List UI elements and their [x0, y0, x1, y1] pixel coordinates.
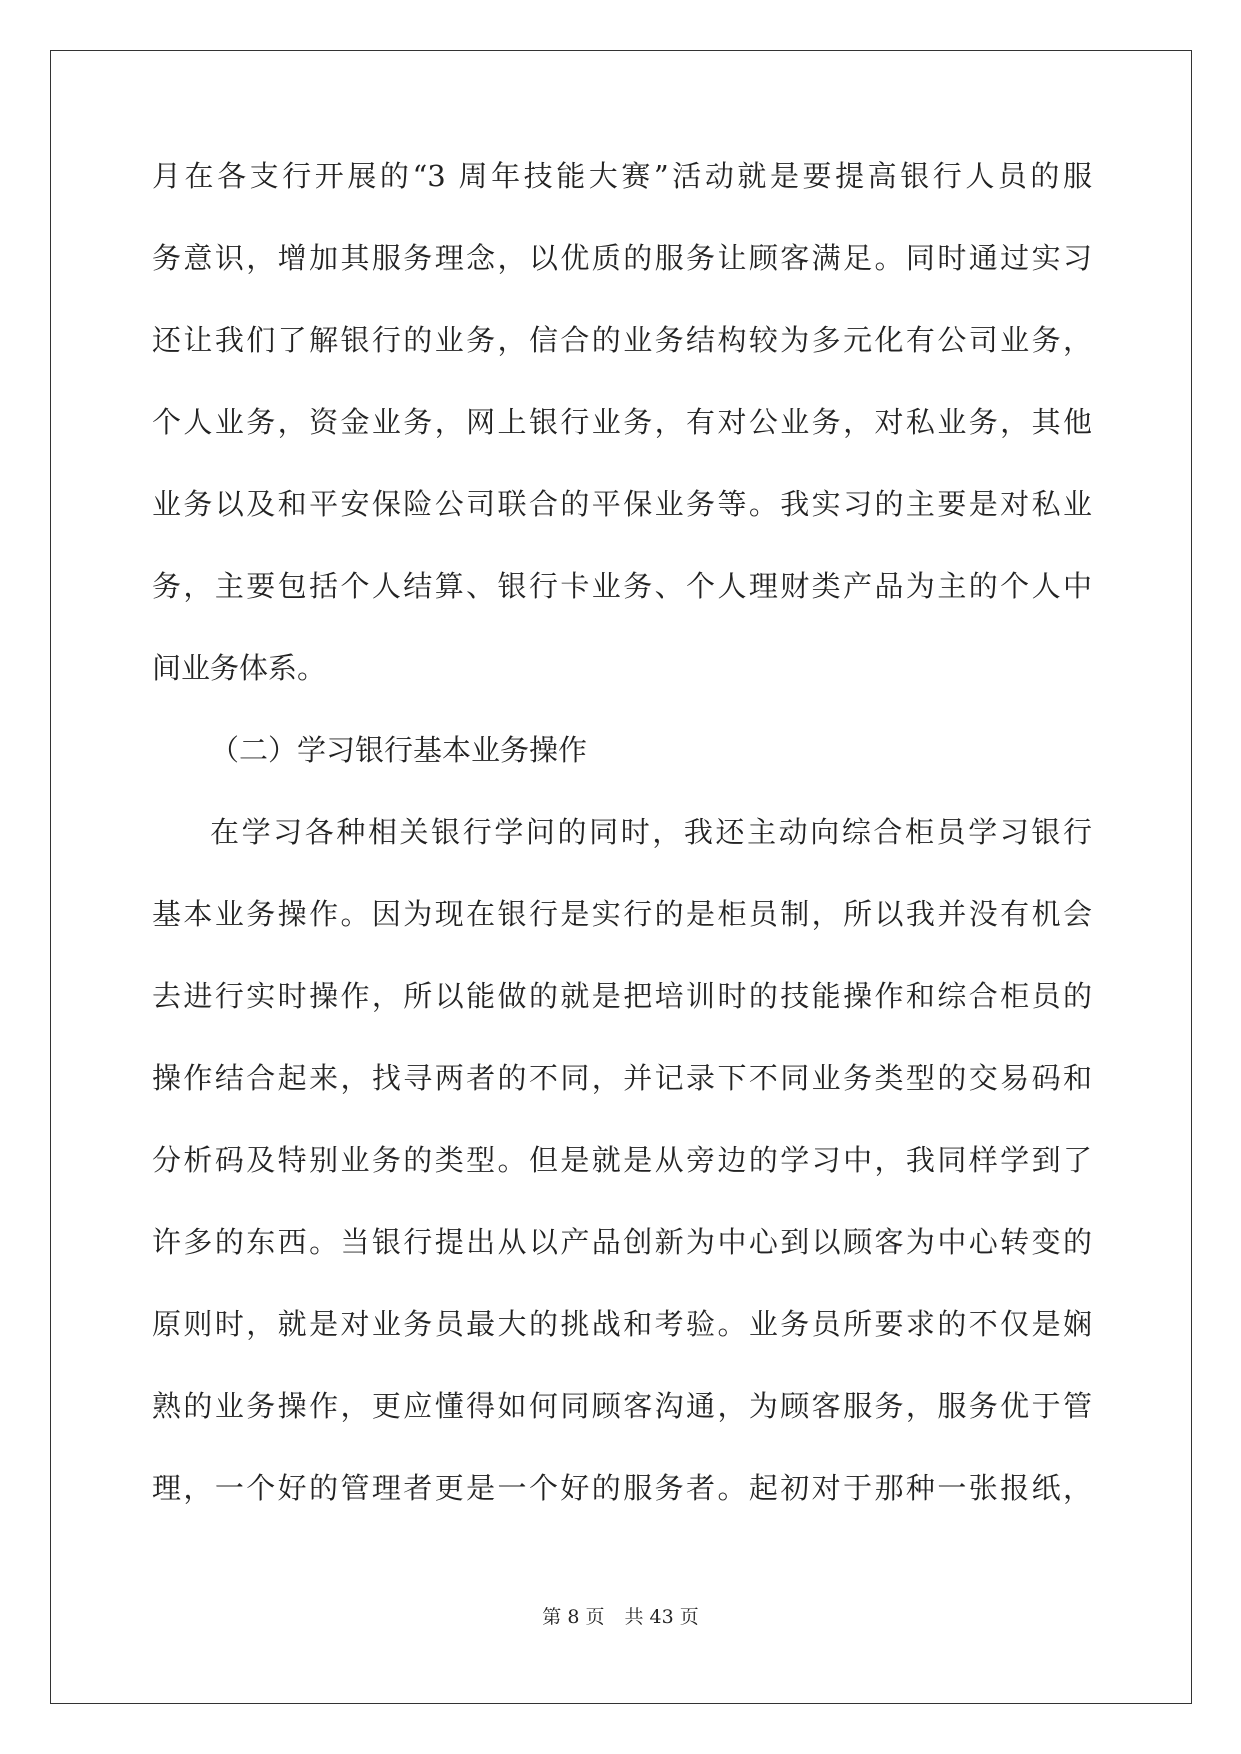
paragraph-line: 分析码及特别业务的类型。但是就是从旁边的学习中，我同样学到了 — [152, 1143, 1092, 1177]
paragraph-line: 原则时，就是对业务员最大的挑战和考验。业务员所要求的不仅是娴 — [152, 1307, 1092, 1341]
paragraph-line: 熟的业务操作，更应懂得如何同顾客沟通，为顾客服务，服务优于管 — [152, 1389, 1092, 1423]
paragraph-line: 还让我们了解银行的业务，信合的业务结构较为多元化有公司业务， — [152, 323, 1092, 357]
page-footer — [0, 1602, 1241, 1629]
paragraph-first-line: 在学习各种相关银行学问的同时，我还主动向综合柜员学习银行 — [210, 815, 1092, 849]
paragraph-line: 去进行实时操作，所以能做的就是把培训时的技能操作和综合柜员的 — [152, 979, 1092, 1013]
paragraph-line: 务，主要包括个人结算、银行卡业务、个人理财类产品为主的个人中 — [152, 569, 1092, 603]
page-number: 第 8 页 — [542, 1606, 605, 1628]
paragraph-line: 务意识，增加其服务理念，以优质的服务让顾客满足。同时通过实习 — [152, 241, 1092, 275]
document-body — [152, 158, 1092, 1552]
paragraph-line: 个人业务，资金业务，网上银行业务，有对公业务，对私业务，其他 — [152, 405, 1092, 439]
paragraph-line: 许多的东西。当银行提出从以产品创新为中心到以顾客为中心转变的 — [152, 1225, 1092, 1259]
paragraph-line: 操作结合起来，找寻两者的不同，并记录下不同业务类型的交易码和 — [152, 1061, 1092, 1095]
paragraph-line: 业务以及和平安保险公司联合的平保业务等。我实习的主要是对私业 — [152, 487, 1092, 521]
paragraph-line: 理，一个好的管理者更是一个好的服务者。起初对于那种一张报纸， — [152, 1471, 1092, 1505]
total-pages: 共 43 页 — [624, 1606, 699, 1628]
paragraph-line: 基本业务操作。因为现在银行是实行的是柜员制，所以我并没有机会 — [152, 897, 1092, 931]
paragraph-last-line: 间业务体系。 — [152, 651, 327, 685]
section-heading: （二）学习银行基本业务操作 — [210, 733, 588, 767]
paragraph-line: 月在各支行开展的“3 周年技能大赛”活动就是要提高银行人员的服 — [152, 159, 1092, 193]
